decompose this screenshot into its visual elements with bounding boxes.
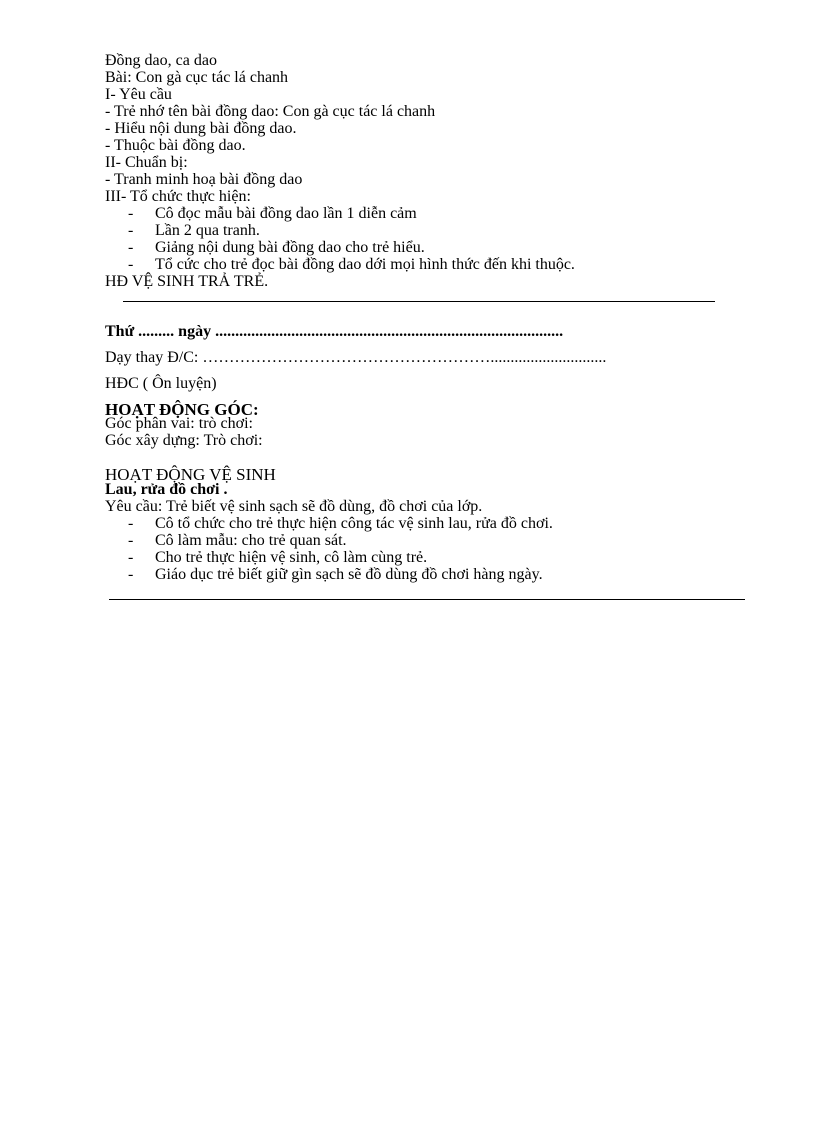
execution-heading: III- Tổ chức thực hiện: [105,188,251,205]
dash-marker: - [128,256,134,273]
dash-marker: - [128,239,134,256]
substitute-teacher-line: Dạy thay Đ/C: ………………………………………………............................. [105,349,607,366]
dash-marker: - [128,205,134,222]
preparation-heading: II- Chuẩn bị: [105,154,188,171]
dash-marker: - [128,222,134,239]
requirements-heading: I- Yêu cầu [105,86,172,103]
section-title: Đồng dao, ca dao [105,52,217,69]
execution-item [128,256,575,273]
execution-item [128,239,425,256]
preparation-item: - Tranh minh hoạ bài đồng dao [105,171,303,188]
execution-item-text: Lần 2 qua tranh. [155,222,260,239]
hygiene-item-text: Giáo dục trẻ biết giữ gìn sạch sẽ đồ dùng đồ chơi hàng ngày. [155,566,543,583]
hygiene-requirement: Yêu cầu: Trẻ biết vệ sinh sạch sẽ đồ dùng, đồ chơi của lớp. [105,498,483,515]
hygiene-subheading: Lau, rửa đồ chơi . [105,481,228,498]
dash-marker: - [128,515,134,532]
lesson-title: Bài: Con gà cục tác lá chanh [105,69,289,86]
closing-line: HĐ VỆ SINH TRẢ TRẺ. [105,273,269,290]
divider-rule [123,301,715,302]
dash-marker: - [128,549,134,566]
corner-item: Góc phân vai: trò chơi: [105,415,253,432]
hdc-line: HĐC ( Ôn luyện) [105,375,217,392]
requirement-item: - Trẻ nhớ tên bài đồng dao: Con gà cục tác lá chanh [105,103,436,120]
hygiene-item [128,532,347,549]
day-line: Thứ ......... ngày ....................................................................................... [105,323,564,340]
hygiene-heading: HOẠT ĐỘNG VỆ SINH [105,465,276,484]
requirement-item: - Thuộc bài đồng dao. [105,137,246,154]
hygiene-item [128,566,543,583]
dash-marker: - [128,532,134,549]
requirement-item: - Hiểu nội dung bài đồng dao. [105,120,297,137]
hygiene-item-text: Cô làm mẫu: cho trẻ quan sát. [155,532,347,549]
corner-item: Góc xây dựng: Trò chơi: [105,432,263,449]
execution-item [128,222,260,239]
hygiene-item-text: Cho trẻ thực hiện vệ sinh, cô làm cùng trẻ. [155,549,428,566]
hygiene-item [128,515,553,532]
execution-item [128,205,417,222]
hygiene-item-text: Cô tổ chức cho trẻ thực hiện công tác vệ sinh lau, rửa đồ chơi. [155,515,553,532]
dash-marker: - [128,566,134,583]
execution-item-text: Cô đọc mẫu bài đồng dao lần 1 diễn cảm [155,205,417,222]
divider-rule [109,599,745,600]
execution-item-text: Giảng nội dung bài đồng dao cho trẻ hiểu. [155,239,425,256]
corner-activity-heading: HOẠT ĐỘNG GÓC: [105,400,259,419]
execution-item-text: Tổ cức cho trẻ đọc bài đồng dao dới mọi hình thức đến khi thuộc. [155,256,575,273]
hygiene-item [128,549,427,566]
